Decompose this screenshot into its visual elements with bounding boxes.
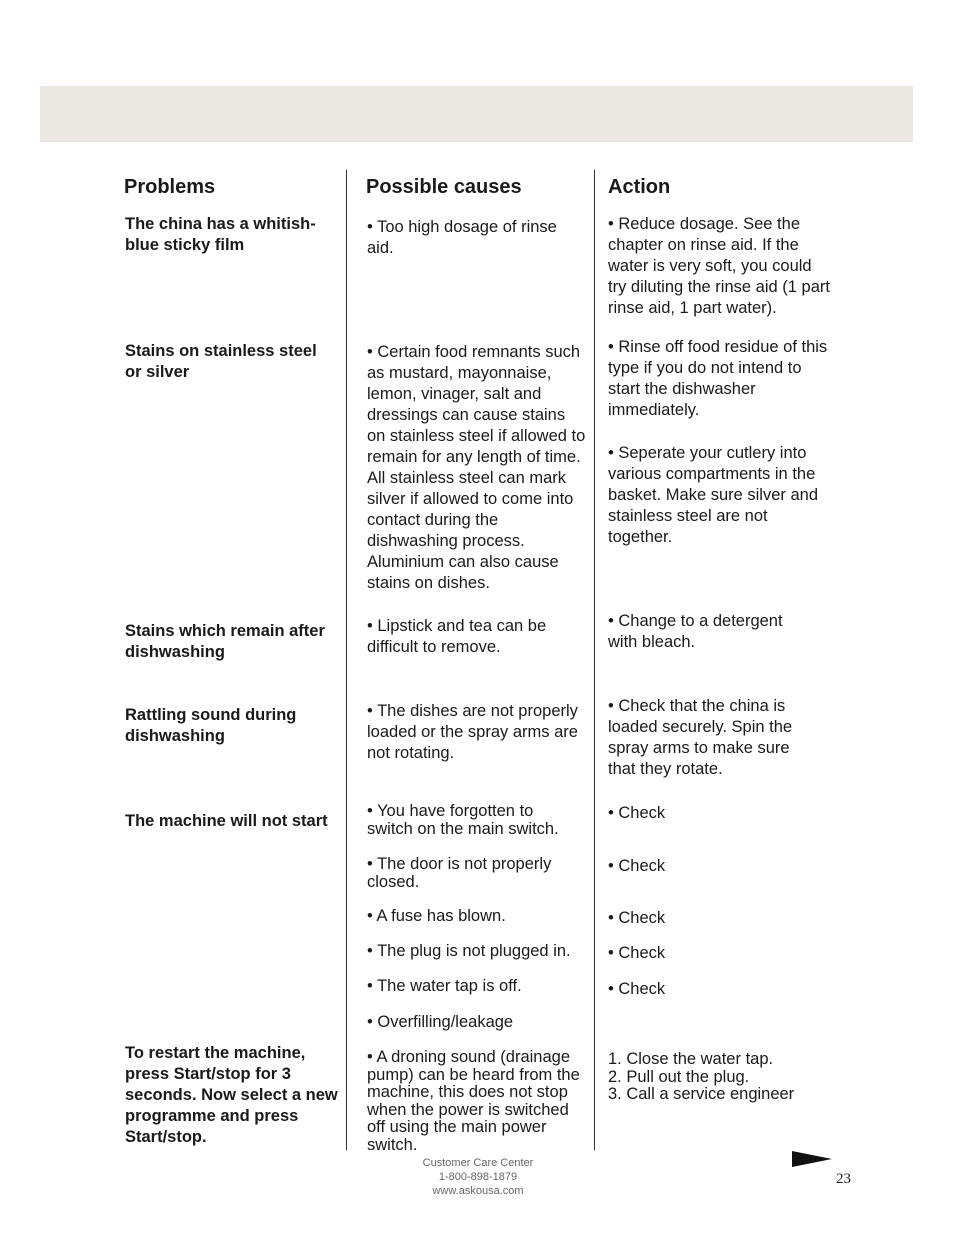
action-text: • Rinse off food residue of this type if you do not intend to start the dishwasher immediately. bbox=[608, 338, 828, 419]
footer-phone: 1-800-898-1879 bbox=[438, 1171, 518, 1183]
action-text: 1. Close the water tap. bbox=[608, 1050, 774, 1068]
problems-heading: Problems bbox=[124, 176, 216, 198]
footer-web[interactable]: www.askousa.com bbox=[432, 1185, 524, 1197]
cause-text: • A fuse has blown. bbox=[367, 907, 506, 925]
problem-text: Stains which remain after dishwashing bbox=[125, 622, 325, 661]
problem-text: To restart the machine, press Start/stop for 3 seconds. Now select a new programme and press Start/stop. bbox=[125, 1044, 338, 1146]
cause-text: • Overfilling/leakage bbox=[367, 1013, 514, 1031]
problem-text: The china has a whitish-blue sticky film bbox=[125, 215, 316, 254]
action-text: • Check bbox=[608, 804, 666, 822]
action-heading: Action bbox=[608, 176, 671, 198]
problem-text: Stains on stainless steel or silver bbox=[125, 342, 317, 381]
action-text: • Check that the china is loaded securely. Spin the spray arms to make sure that they rotate. bbox=[608, 697, 793, 778]
header-band bbox=[40, 86, 913, 142]
cause-text: • The dishes are not properly loaded or the spray arms are not rotating. bbox=[367, 702, 578, 762]
action-text: • Check bbox=[608, 857, 666, 875]
cause-text: • A droning sound (drainage pump) can be heard from the machine, this does not stop when the power is switched off using the main power switch. bbox=[367, 1048, 580, 1154]
cause-text: • You have forgotten to switch on the main switch. bbox=[367, 802, 559, 838]
footer-center: Customer Care Center bbox=[422, 1157, 534, 1169]
action-text: • Reduce dosage. See the chapter on rinse aid. If the water is very soft, you could try diluting the rinse aid (1 part rinse aid, 1 part water). bbox=[608, 215, 830, 317]
cause-text: • Lipstick and tea can be difficult to remove. bbox=[367, 617, 547, 656]
action-text: • Check bbox=[608, 980, 666, 998]
action-text: 2. Pull out the plug. bbox=[608, 1068, 750, 1086]
page-number: 23 bbox=[836, 1171, 851, 1187]
cause-text: • The door is not properly closed. bbox=[367, 855, 552, 891]
column-divider bbox=[346, 170, 347, 1150]
causes-heading: Possible causes bbox=[366, 176, 522, 198]
arrow-right-icon bbox=[792, 1150, 832, 1168]
cause-text: • Certain food remnants such as mustard, mayonnaise, lemon, vinager, salt and dressings can cause stains on stainless steel if allowed to remain for any length of time. All stainless steel can mark silver if allowed to come into contact during the dishwashing process. Aluminium can also cause stains on dishes. bbox=[367, 343, 586, 592]
cause-text: • The water tap is off. bbox=[367, 977, 522, 995]
action-text: • Change to a detergent with bleach. bbox=[608, 612, 783, 651]
problem-text: The machine will not start bbox=[125, 812, 328, 830]
action-text: • Check bbox=[608, 909, 666, 927]
action-text: • Check bbox=[608, 944, 666, 962]
action-text: 3. Call a service engineer bbox=[608, 1085, 795, 1103]
column-divider bbox=[594, 170, 595, 1150]
cause-text: • The plug is not plugged in. bbox=[367, 942, 571, 960]
footer-contact bbox=[378, 1156, 578, 1198]
action-text: • Seperate your cutlery into various compartments in the basket. Make sure silver and stainless steel are not together. bbox=[608, 444, 819, 546]
problem-text: Rattling sound during dishwashing bbox=[125, 706, 297, 745]
cause-text: • Too high dosage of rinse aid. bbox=[367, 218, 557, 257]
